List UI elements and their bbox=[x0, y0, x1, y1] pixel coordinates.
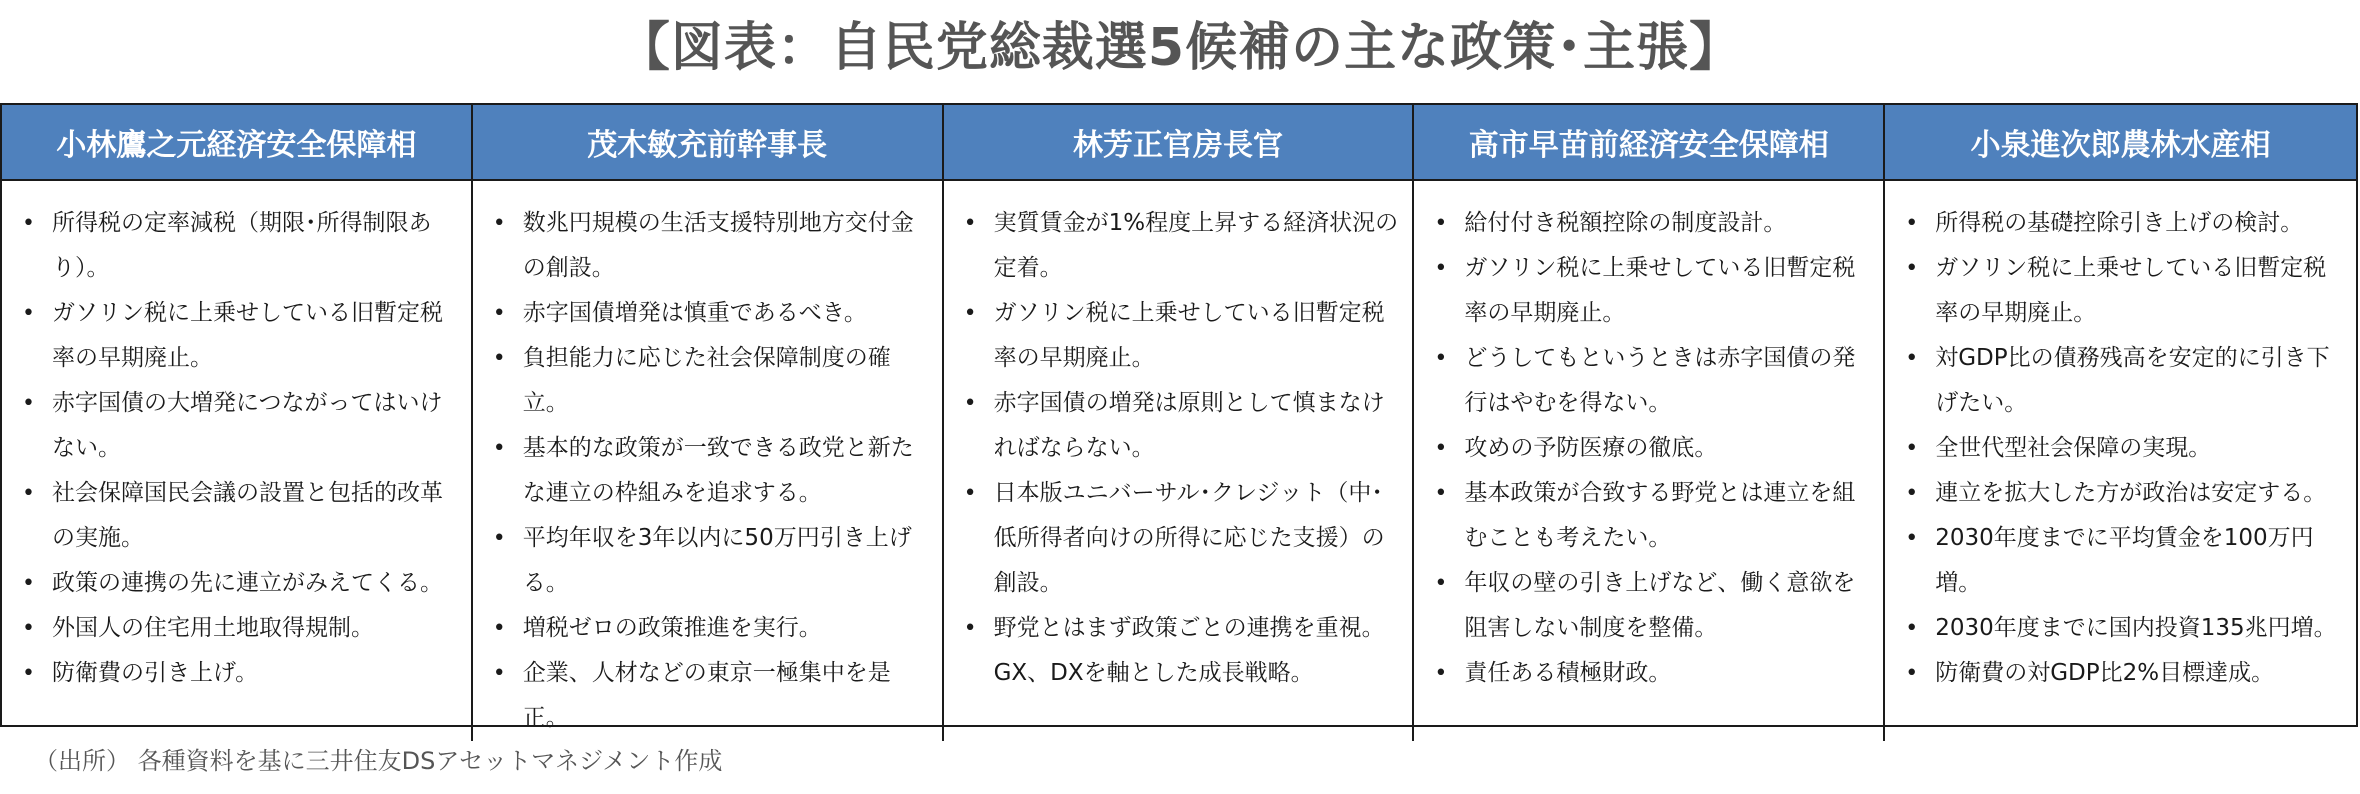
policy-cell-kobayashi bbox=[2, 181, 473, 741]
column-header-kobayashi: 小林鷹之元経済安全保障相 bbox=[2, 105, 473, 181]
column-header-koizumi: 小泉進次郎農林水産相 bbox=[1885, 105, 2356, 181]
policy-item: • 企業、人材などの東京一極集中を是正。 bbox=[491, 651, 930, 741]
column-header-takaichi: 高市早苗前経済安全保障相 bbox=[1414, 105, 1885, 181]
policy-list bbox=[1432, 201, 1871, 696]
policy-item: • 社会保障国民会議の設置と包括的改革の実施。 bbox=[20, 471, 459, 561]
policy-item: • 外国人の住宅用土地取得規制。 bbox=[20, 606, 459, 651]
source-note: （出所） 各種資料を基に三井住友DSアセットマネジメント作成 bbox=[34, 747, 723, 775]
policy-item: • 赤字国債の大増発につながってはいけない。 bbox=[20, 381, 459, 471]
column-header-hayashi: 林芳正官房長官 bbox=[944, 105, 1415, 181]
policy-item: • 日本版ユニバーサル･クレジット（中･低所得者向けの所得に応じた支援）の創設。 bbox=[962, 471, 1401, 606]
policy-item: • ガソリン税に上乗せしている旧暫定税率の早期廃止。 bbox=[962, 291, 1401, 381]
policy-item: • ガソリン税に上乗せしている旧暫定税率の早期廃止。 bbox=[1432, 246, 1871, 336]
policy-item: • 平均年収を3年以内に50万円引き上げる。 bbox=[491, 516, 930, 606]
policy-item: • 防衛費の引き上げ。 bbox=[20, 651, 459, 696]
policy-cell-hayashi bbox=[944, 181, 1415, 741]
policy-item: • 2030年度までに平均賃金を100万円増。 bbox=[1903, 516, 2344, 606]
policy-item: • 防衛費の対GDP比2%目標達成。 bbox=[1903, 651, 2344, 696]
policy-item: • 赤字国債増発は慎重であるべき。 bbox=[491, 291, 930, 336]
policy-cell-takaichi bbox=[1414, 181, 1885, 741]
policy-item: • ガソリン税に上乗せしている旧暫定税率の早期廃止。 bbox=[20, 291, 459, 381]
policy-list bbox=[962, 201, 1401, 696]
policy-list bbox=[1903, 201, 2344, 696]
column-header-motegi: 茂木敏充前幹事長 bbox=[473, 105, 944, 181]
policy-item: • 増税ゼロの政策推進を実行。 bbox=[491, 606, 930, 651]
policy-item: • 全世代型社会保障の実現。 bbox=[1903, 426, 2344, 471]
policy-cell-motegi bbox=[473, 181, 944, 741]
policy-item: • 責任ある積極財政。 bbox=[1432, 651, 1871, 696]
policy-item: • 政策の連携の先に連立がみえてくる。 bbox=[20, 561, 459, 606]
policy-item: • 2030年度までに国内投資135兆円増。 bbox=[1903, 606, 2344, 651]
policy-item: • 赤字国債の増発は原則として慎まなければならない。 bbox=[962, 381, 1401, 471]
policy-item: • ガソリン税に上乗せしている旧暫定税率の早期廃止。 bbox=[1903, 246, 2344, 336]
policy-item: • 実質賃金が1%程度上昇する経済状況の定着。 bbox=[962, 201, 1401, 291]
policy-item: • 基本政策が合致する野党とは連立を組むことも考えたい。 bbox=[1432, 471, 1871, 561]
policy-table bbox=[0, 103, 2358, 731]
policy-item: • 給付付き税額控除の制度設計。 bbox=[1432, 201, 1871, 246]
policy-item: • 年収の壁の引き上げなど、働く意欲を阻害しない制度を整備。 bbox=[1432, 561, 1871, 651]
page-title: 【図表：自民党総裁選5候補の主な政策･主張】 bbox=[617, 18, 1743, 78]
policy-cell-koizumi bbox=[1885, 181, 2356, 741]
policy-list bbox=[491, 201, 930, 741]
policy-item: • 数兆円規模の生活支援特別地方交付金の創設。 bbox=[491, 201, 930, 291]
policy-item: • 基本的な政策が一致できる政党と新たな連立の枠組みを追求する。 bbox=[491, 426, 930, 516]
policy-list bbox=[20, 201, 459, 696]
policy-item: • 攻めの予防医療の徹底。 bbox=[1432, 426, 1871, 471]
policy-item: • 対GDP比の債務残高を安定的に引き下げたい。 bbox=[1903, 336, 2344, 426]
policy-item: • 所得税の基礎控除引き上げの検討。 bbox=[1903, 201, 2344, 246]
policy-item: • 連立を拡大した方が政治は安定する。 bbox=[1903, 471, 2344, 516]
policy-item: • 所得税の定率減税（期限･所得制限あり）。 bbox=[20, 201, 459, 291]
policy-item: • どうしてもというときは赤字国債の発行はやむを得ない。 bbox=[1432, 336, 1871, 426]
policy-item: • 負担能力に応じた社会保障制度の確立。 bbox=[491, 336, 930, 426]
policy-item: • 野党とはまず政策ごとの連携を重視。GX、DXを軸とした成長戦略。 bbox=[962, 606, 1401, 696]
